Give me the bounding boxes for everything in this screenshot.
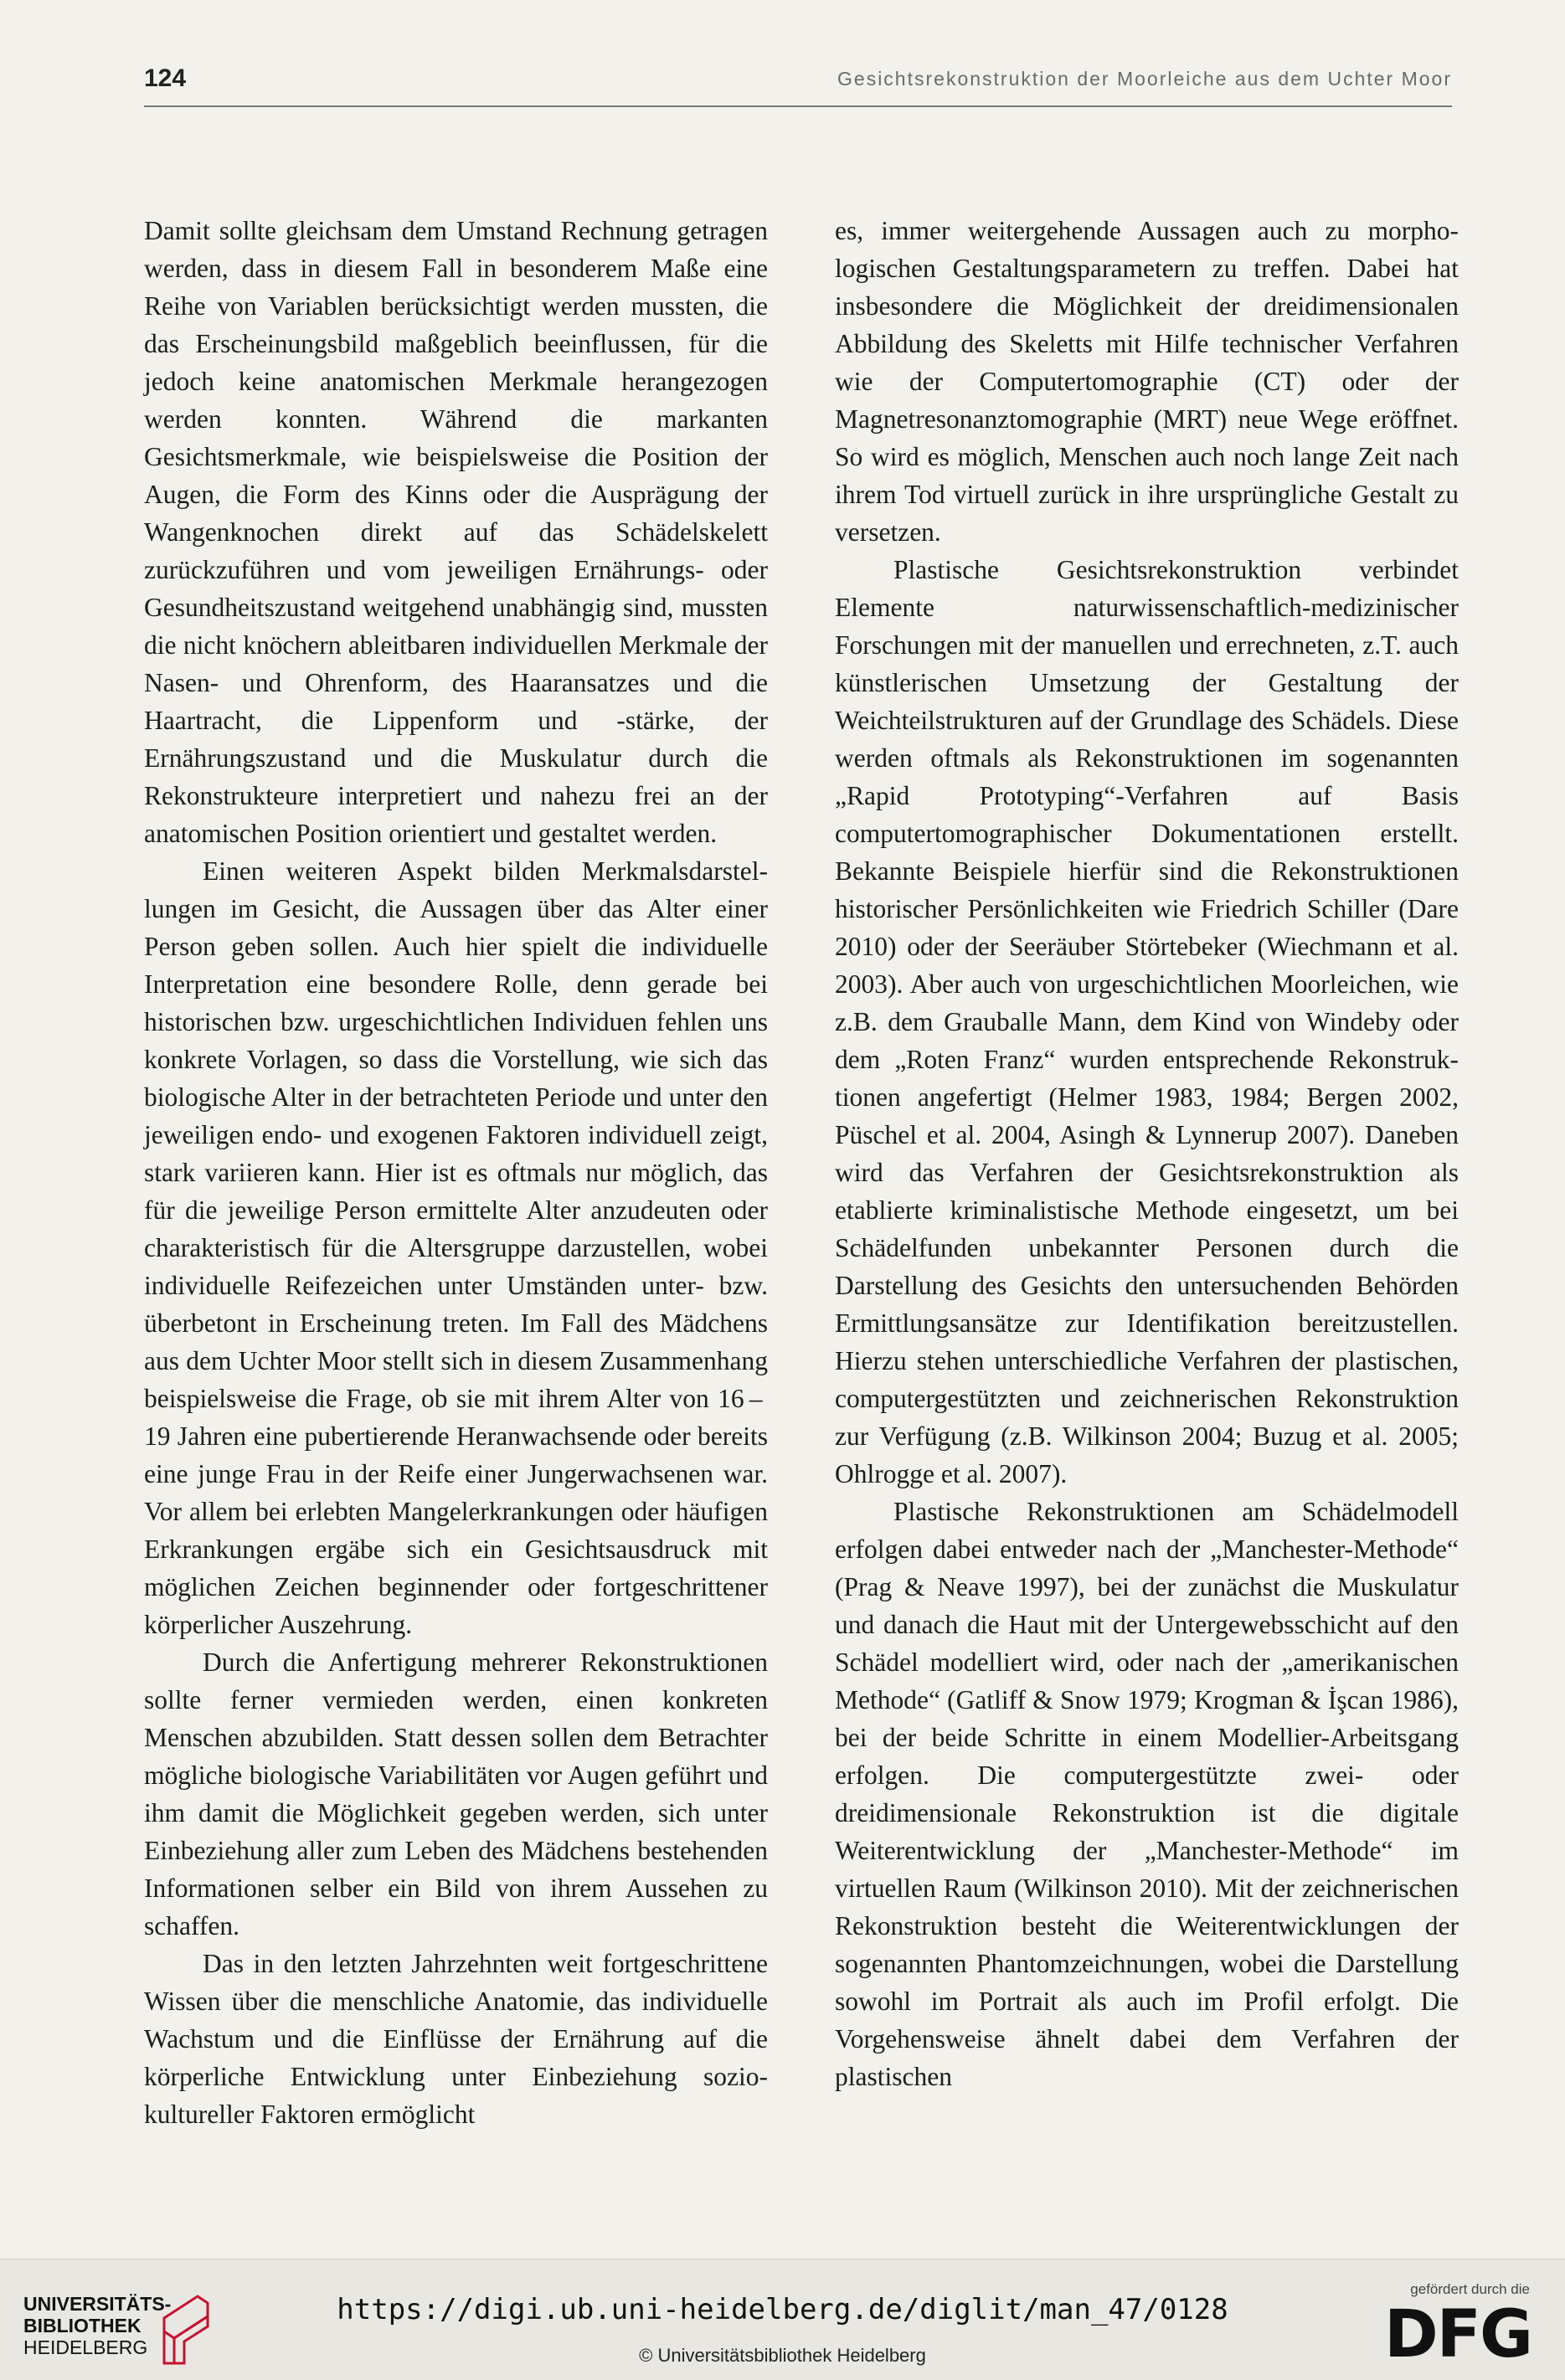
dfg-logo[interactable]: DFG bbox=[1383, 2297, 1532, 2372]
header-rule bbox=[144, 105, 1452, 107]
footer-url-link[interactable]: https://digi.ub.uni-heidelberg.de/diglit/man_47/0128 bbox=[337, 2293, 1228, 2326]
paragraph: Damit sollte gleichsam dem Umstand Rechnung getragen werden, dass in diesem Fall in besonderem Maße eine Reihe von Variablen berücksichtigt werden mussten, die das Erscheinungsbild maßgeblich beeinflussen, für die jedoch keine anatomischen Merkmale herangezogen werden konnten. Während die markanten Gesichtsmerkmale, wie beispielsweise die Position der Augen, die Form des Kinns oder die Ausprägung der Wangenknochen direkt auf das Schädelskelett zurückzuführen und vom jeweiligen Ernährungs- oder Gesundheitszustand weitgehend unabhängig sind, mussten die nicht knöchern ableitbaren individuellen Merkmale der Nasen- und Ohrenform, des Haaransatzes und die Haartracht, die Lippenform und -stärke, der Ernährungszustand und die Muskulatur durch die Rekonstrukteure interpretiert und nahezu frei an der anatomischen Position orientiert und gestaltet werden. bbox=[144, 216, 768, 848]
left-column bbox=[144, 212, 768, 2133]
funding-note: gefördert durch die bbox=[1410, 2281, 1530, 2297]
right-column bbox=[835, 212, 1459, 2095]
footer-bar bbox=[0, 2259, 1565, 2380]
paragraph: es, immer weitergehende Aussagen auch zu morphologischen Gestaltungsparametern zu treffen. Dabei hat insbesondere die Möglichkeit der dreidimensionalen Abbildung des Skeletts mit Hilfe technischer Verfahren wie der Computertomographie (CT) oder der Magnetresonanztomographie (MRT) neue Wege eröffnet. So wird es möglich, Menschen auch noch lange Zeit nach ihrem Tod virtuell zurück in ihre ursprüngliche Gestalt zu versetzen. bbox=[835, 216, 1459, 547]
page-number: 124 bbox=[144, 64, 187, 92]
paragraph: Das in den letzten Jahrzehnten weit fortgeschrittene Wissen über die menschliche Anatomie, das individuelle Wachstum und die Einflüsse der Ernährung auf die körperliche Entwicklung unter Einbeziehung sozio-kultureller Faktoren ermöglicht bbox=[144, 1949, 768, 2129]
footer-url[interactable] bbox=[0, 2291, 1565, 2328]
library-name-line2: BIBLIOTHEK bbox=[23, 2315, 142, 2336]
paragraph: Einen weiteren Aspekt bilden Merkmalsdarstellungen im Gesicht, die Aussagen über das Alter einer Person geben sollen. Auch hier spielt die individuelle Interpretation eine besondere Rolle, denn gerade bei historischen bzw. urgeschichtlichen Individuen fehlen uns konkrete Vorlagen, so dass die Vorstellung, wie sich das biologische Alter in der betrachteten Periode und unter den jeweiligen endo- und exogenen Faktoren individuell zeigt, stark variieren kann. Hier ist es oftmals nur möglich, das für die jeweilige Person ermittelte Alter anzudeuten oder charakteristisch für die Altersgruppe darzustellen, wobei individuelle Reifezeichen unter Umständen unter- bzw. überbetont in Erscheinung treten. Im Fall des Mädchens aus dem Uchter Moor stellt sich in diesem Zusammenhang beispielsweise die Frage, ob sie mit ihrem Alter von 16 – 19 Jahren eine pubertierende Heranwachsende oder bereits eine junge Frau in der Reife einer Jungerwachsenen war. Vor allem bei erlebten Mangelerkrankungen oder häufigen Erkrankungen ergäbe sich ein Gesichtsausdruck mit möglichen Zeichen beginnender oder fortgeschrittener körperlicher Auszehrung. bbox=[144, 856, 768, 1639]
library-name-line3: HEIDELBERG bbox=[23, 2336, 148, 2358]
paragraph: Plastische Rekonstruktionen am Schädelmodell erfolgen dabei entweder nach der „Manchester-Methode“ (Prag & Neave 1997), bei der zunächst die Muskulatur und danach die Haut mit der Untergewebsschicht auf den Schädel modelliert wird, oder nach der „amerikanischen Methode“ (Gatliff & Snow 1979; Krogman & İşcan 1986), bei der beide Schritte in einem Modellier-Arbeitsgang erfolgen. Die computergestützte zwei- oder dreidimensionale Rekonstruktion ist die digitale Weiterentwicklung der „Manchester-Methode“ im virtuellen Raum (Wilkinson 2010). Mit der zeichnerischen Rekonstruktion besteht die Weiterentwicklungen der sogenannten Phantomzeichnungen, wobei die Darstellung sowohl im Portrait als auch im Profil erfolgt. Die Vorgehensweise ähnelt dabei dem Verfahren der plastischen bbox=[835, 1497, 1459, 2091]
running-title: Gesichtsrekonstruktion der Moorleiche aus dem Uchter Moor bbox=[837, 68, 1452, 90]
paragraph: Durch die Anfertigung mehrerer Rekonstruktionen sollte ferner vermieden werden, einen konkreten Menschen abzubilden. Statt dessen sollen dem Betrachter mögliche biologische Variabilitäten vor Augen geführt und ihm damit die Möglichkeit gegeben werden, sich unter Einbeziehung aller zum Leben des Mädchens bestehenden Informationen selber ein Bild von ihrem Aussehen zu schaffen. bbox=[144, 1647, 768, 1940]
footer-copyright: © Universitätsbibliothek Heidelberg bbox=[639, 2345, 926, 2366]
paragraph: Plastische Gesichtsrekonstruktion verbindet Elemente naturwissenschaftlich-medizinischer Forschungen mit der manuellen und errechneten, z.T. auch künstlerischen Umsetzung der Gestaltung der Weichteilstrukturen auf der Grundlage des Schädels. Diese werden oftmals als Rekonstruktionen im sogenannten „Rapid Prototyping“-Verfahren auf Basis computertomographischer Dokumentationen erstellt. Bekannte Beispiele hierfür sind die Rekonstruktionen historischer Persönlichkeiten wie Friedrich Schiller (Dare 2010) oder der Seeräuber Störtebeker (Wiechmann et al. 2003). Aber auch von urgeschichtlichen Moorleichen, wie z.B. dem Grauballe Mann, dem Kind von Windeby oder dem „Roten Franz“ wurden entsprechende Rekonstruktionen angefertigt (Helmer 1983, 1984; Bergen 2002, Püschel et al. 2004, Asingh & Lynnerup 2007). Daneben wird das Verfahren der Gesichtsrekonstruktion als etablierte kriminalistische Methode eingesetzt, um bei Schädelfunden unbekannter Personen durch die Darstellung des Gesichts den untersuchenden Behörden Ermittlungsansätze zur Identifikation bereitzustellen. Hierzu stehen unterschiedliche Verfahren der plastischen, computergestützten und zeichnerischen Rekonstruktion zur Verfügung (z.B. Wilkinson 2004; Buzug et al. 2005; Ohlrogge et al. 2007). bbox=[835, 555, 1459, 1488]
library-name-line1: UNIVERSITÄTS- bbox=[23, 2293, 172, 2315]
